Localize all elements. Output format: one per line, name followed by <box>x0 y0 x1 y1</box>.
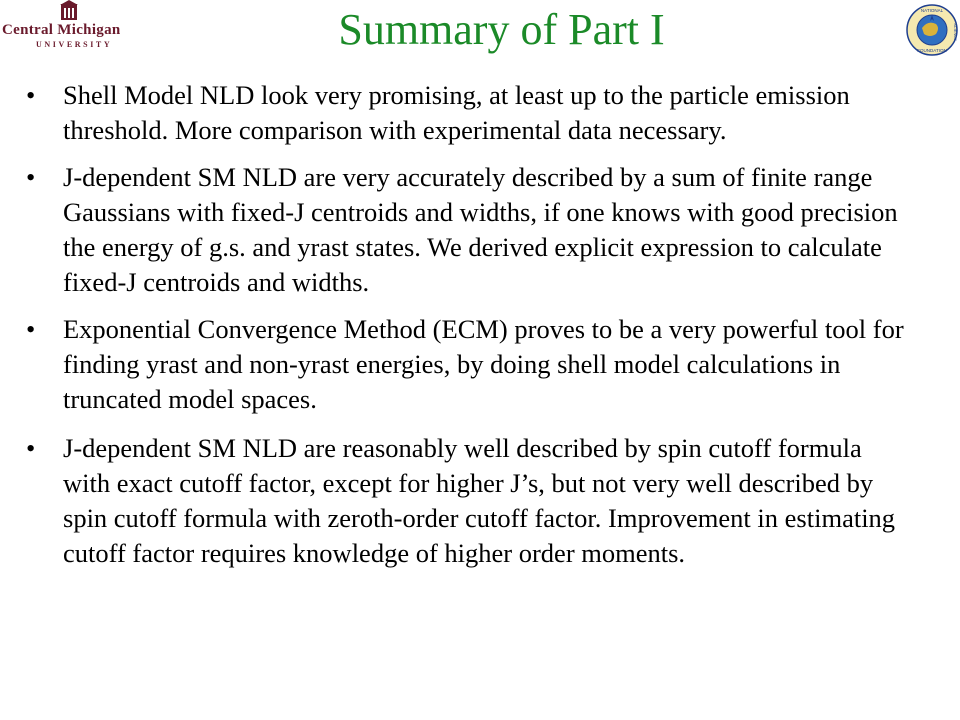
bullet-text: J-dependent SM NLD are reasonably well described by spin cutoff formula with exact cutoff factor, except for higher J’s, but not very well described by spin cutoff formula with zeroth-order cutoff factor. Improvement in estimating cutoff factor requires knowledge of higher order moments. <box>63 433 896 568</box>
bullet-dot: • <box>26 80 36 110</box>
cmu-name: Central Michigan <box>2 22 121 38</box>
bullet-dot: • <box>26 314 36 344</box>
svg-text:SCIENCE: SCIENCE <box>953 23 958 41</box>
bullet-dot: • <box>26 433 36 463</box>
bullet-item <box>26 160 906 300</box>
svg-text:NATIONAL: NATIONAL <box>920 8 944 13</box>
bullet-text: Shell Model NLD look very promising, at least up to the particle emission threshold. More comparison with experimental data necessary. <box>63 80 850 145</box>
bullet-text: J-dependent SM NLD are very accurately described by a sum of finite range Gaussians with fixed-J centroids and widths, if one knows with good precision the energy of g.s. and yrast states. We derived explicit expression to calculate fixed-J centroids and widths. <box>63 162 898 297</box>
summary-bullet-list <box>26 78 906 571</box>
cmu-subtitle: UNIVERSITY <box>36 40 113 49</box>
bullet-item <box>26 312 906 417</box>
bullet-item <box>26 78 906 148</box>
svg-text:FOUNDATION: FOUNDATION <box>917 48 947 53</box>
slide-title: Summary of Part I <box>338 5 665 54</box>
nsf-logo-icon <box>906 4 958 56</box>
bullet-dot: • <box>26 162 36 192</box>
bullet-text: Exponential Convergence Method (ECM) proves to be a very powerful tool for finding yrast and non-yrast energies, by doing shell model calculations in truncated model spaces. <box>63 314 904 414</box>
bullet-item <box>26 431 906 571</box>
